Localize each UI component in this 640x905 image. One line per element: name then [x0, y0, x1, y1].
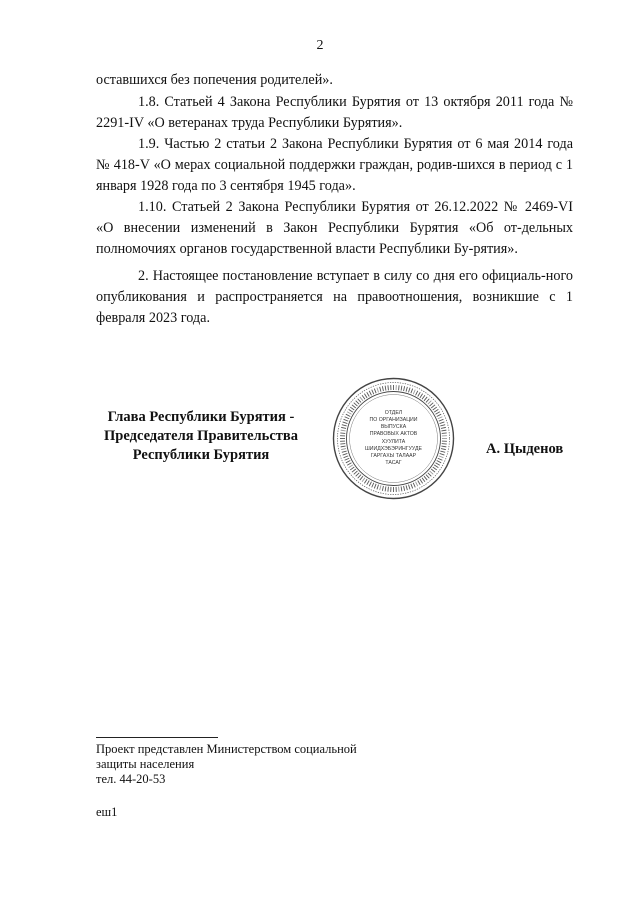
- stamp-ring-glyph: [385, 386, 386, 391]
- stamp-ring-glyph: [411, 484, 413, 489]
- stamp-ring-glyph: [404, 386, 405, 391]
- document-code: еш1: [96, 805, 118, 819]
- stamp-ring-glyph: [426, 399, 429, 403]
- signatory-position-line: Республики Бурятия: [132, 447, 270, 463]
- stamp-ring-glyph: [354, 403, 358, 406]
- stamp-ring-glyph: [356, 401, 360, 405]
- stamp-ring-glyph: [382, 486, 383, 491]
- stamp-ring-glyph: [341, 446, 346, 447]
- stamp-ring-glyph: [424, 476, 427, 480]
- signatory-position-line: Председателя Правительства: [104, 428, 298, 444]
- stamp-ring-glyph: [358, 475, 361, 479]
- stamp-ring-glyph: [437, 461, 441, 463]
- stamp-ring-glyph: [380, 387, 381, 392]
- stamp-ring-glyph: [340, 433, 345, 434]
- stamp-ring-glyph: [341, 449, 346, 450]
- stamp-ring-glyph: [352, 469, 356, 472]
- stamp-ring-glyph: [437, 414, 441, 416]
- stamp-ring-glyph: [438, 417, 443, 419]
- page-number: 2: [316, 38, 324, 53]
- stamp-ring-glyph: [360, 397, 363, 401]
- stamp-ring-glyph: [345, 417, 350, 419]
- footnote-line: Проект представлен Министерством социальной: [96, 742, 357, 756]
- stamp-ring-glyph: [420, 479, 423, 483]
- stamp-ring-glyph: [399, 487, 400, 492]
- stamp-ring-glyph: [372, 390, 374, 395]
- stamp-ring-glyph: [380, 485, 381, 490]
- stamp-ring-glyph: [441, 430, 446, 431]
- stamp-ring-glyph: [411, 389, 413, 394]
- stamp-line: ХУУЛИТА: [381, 439, 406, 445]
- stamp-ring-glyph: [364, 479, 367, 483]
- stamp-ring-glyph: [346, 414, 350, 416]
- stamp-ring-glyph: [345, 458, 350, 460]
- stamp-ring-glyph: [401, 386, 402, 391]
- stamp-ring-glyph: [350, 467, 354, 470]
- stamp-ring-glyph: [344, 419, 349, 421]
- stamp-ring-glyph: [362, 478, 365, 482]
- stamp-ring-glyph: [346, 461, 350, 463]
- stamp-ring-glyph: [362, 395, 365, 399]
- paragraph-1-9: 1.9. Частью 2 статьи 2 Закона Республики Бурятия от 6 мая 2014 года № 418-V «О мерах социальной поддержки граждан, родив-шихся в период с 1 января 1928 года по 3 сентября 1945 года».: [96, 136, 573, 194]
- stamp-line: ВЫПУСКА: [380, 424, 407, 430]
- paragraph-continuation: оставшихся без попечения родителей».: [96, 72, 333, 88]
- stamp-ring-glyph: [401, 486, 402, 491]
- stamp-ring-glyph: [434, 409, 438, 412]
- stamp-ring-glyph: [408, 388, 410, 393]
- stamp-ring-glyph: [354, 471, 358, 474]
- stamp-ring-glyph: [440, 425, 445, 426]
- stamp-ring-glyph: [342, 451, 347, 452]
- stamp-ring-glyph: [343, 422, 348, 424]
- stamp-ring-glyph: [430, 471, 434, 474]
- footnote-line: тел. 44-20-53: [96, 772, 166, 786]
- stamp-ring-glyph: [369, 482, 371, 486]
- stamp-ring-glyph: [349, 409, 353, 412]
- stamp-line: ПО ОРГАНИЗАЦИИ: [369, 417, 418, 423]
- stamp-ring-glyph: [344, 456, 349, 458]
- stamp-ring-glyph: [441, 427, 446, 428]
- stamp-ring-glyph: [406, 485, 407, 490]
- stamp-ring-glyph: [440, 451, 445, 452]
- official-stamp-seal: [331, 376, 456, 501]
- stamp-ring-glyph: [424, 397, 427, 401]
- paragraph-1-8: 1.8. Статьей 4 Закона Республики Бурятия от 13 октября 2011 года № 2291-IV «О ветеранах труда Республики Бурятия».: [96, 94, 573, 131]
- stamp-ring-glyph: [388, 385, 389, 390]
- stamp-ring-glyph: [438, 458, 443, 460]
- stamp-ring-glyph: [408, 485, 410, 490]
- stamp-ring-glyph: [416, 482, 418, 486]
- stamp-ring-glyph: [369, 391, 371, 395]
- stamp-ring-glyph: [442, 444, 447, 445]
- stamp-ring-glyph: [347, 412, 351, 415]
- stamp-ring-glyph: [350, 407, 354, 410]
- stamp-ring-glyph: [347, 463, 351, 466]
- stamp-ring-glyph: [430, 403, 434, 406]
- stamp-ring-glyph: [422, 478, 425, 482]
- stamp-ring-glyph: [367, 392, 370, 396]
- stamp-ring-glyph: [377, 485, 379, 490]
- stamp-ring-glyph: [349, 465, 353, 468]
- stamp-ring-glyph: [341, 430, 346, 431]
- footnote: [96, 742, 357, 787]
- stamp-ring-glyph: [342, 425, 347, 426]
- stamp-ring-glyph: [431, 469, 435, 472]
- stamp-ring-glyph: [428, 401, 432, 405]
- stamp-line: ТАСАГ: [385, 460, 402, 466]
- stamp-ring-glyph: [428, 473, 432, 477]
- stamp-ring-glyph: [416, 391, 418, 395]
- stamp-ring-glyph: [441, 446, 446, 447]
- paragraph-2-effective-date: 2. Настоящее постановление вступает в силу со дня его официаль-ного опубликования и распространяется на правоотношения, возникшие с 1 февраля 2023 года.: [96, 268, 573, 326]
- stamp-ring-glyph: [439, 456, 444, 458]
- stamp-ring-glyph: [413, 483, 415, 488]
- stamp-ring-glyph: [377, 388, 379, 393]
- stamp-ring-glyph: [433, 407, 437, 410]
- stamp-line: ПРАВОВЫХ АКТОВ: [369, 431, 418, 437]
- stamp-ring-glyph: [426, 475, 429, 479]
- stamp-ring-glyph: [433, 467, 437, 470]
- stamp-ring-glyph: [340, 444, 345, 445]
- stamp-ring-glyph: [439, 419, 444, 421]
- stamp-ring-glyph: [399, 385, 400, 390]
- stamp-ring-glyph: [431, 405, 435, 408]
- stamp-ring-glyph: [440, 422, 445, 424]
- stamp-ring-glyph: [372, 483, 374, 488]
- stamp-ring-glyph: [356, 473, 360, 477]
- stamp-ring-glyph: [404, 486, 405, 491]
- signatory-name: А. Цыденов: [486, 441, 564, 457]
- stamp-ring-glyph: [442, 433, 447, 434]
- stamp-ring-glyph: [364, 394, 367, 398]
- stamp-ring-glyph: [343, 453, 348, 455]
- stamp-ring-glyph: [360, 476, 363, 480]
- stamp-ring-glyph: [434, 465, 438, 468]
- stamp-ring-glyph: [436, 412, 440, 415]
- stamp-ring-glyph: [341, 427, 346, 428]
- paragraph-1-10: 1.10. Статьей 2 Закона Республики Бурятия от 26.12.2022 № 2469-VI «О внесении изменений в Закон Республики Бурятия «Об от-дельных полномочиях органов государственной власти Республики Бу-рятия».: [96, 199, 573, 257]
- stamp-ring-glyph: [382, 386, 383, 391]
- stamp-ring-glyph: [367, 481, 370, 485]
- stamp-ring-glyph: [420, 394, 423, 398]
- stamp-ring-glyph: [385, 486, 386, 491]
- stamp-ring-glyph: [352, 405, 356, 408]
- stamp-ring-glyph: [441, 449, 446, 450]
- stamp-ring-glyph: [374, 484, 376, 489]
- stamp-ring-glyph: [374, 389, 376, 394]
- stamp-ring-glyph: [418, 392, 421, 396]
- signatory-position: [96, 408, 306, 465]
- stamp-ring-glyph: [440, 453, 445, 455]
- stamp-ring-glyph: [436, 463, 440, 466]
- stamp-ring-glyph: [413, 390, 415, 395]
- stamp-ring-glyph: [388, 487, 389, 492]
- signatory-position-line: Глава Республики Бурятия -: [107, 409, 295, 425]
- footnote-line: защиты населения: [96, 757, 195, 771]
- stamp-line: ОТДЕЛ: [384, 410, 403, 416]
- stamp-ring-glyph: [422, 395, 425, 399]
- stamp-ring-glyph: [418, 481, 421, 485]
- stamp-ring-glyph: [406, 387, 407, 392]
- stamp-line: ШИИДХЭБЭРИНГУУДЕ: [365, 446, 422, 452]
- stamp-ring-glyph: [358, 399, 361, 403]
- footnote-divider: [96, 737, 218, 738]
- stamp-line: ГАРГАХЫ ТАЛААР: [370, 453, 417, 459]
